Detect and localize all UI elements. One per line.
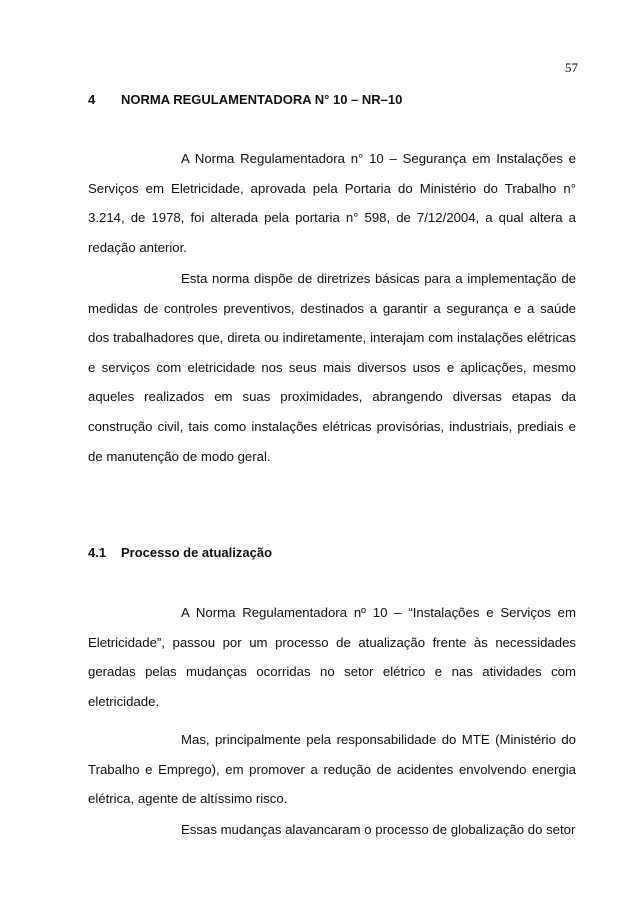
section-paragraph-2: Esta norma dispõe de diretrizes básicas para a implementação de medidas de controles preventivos, destinados a garantir a segurança e a saúde dos trabalhadores que, direta ou indiretamente, interajam com instalações elétricas e serviços com eletricidade nos seus mais diversos usos e aplicações, mesmo aqueles realizados em suas proximidades, abrangendo diversas etapas da construção civil, tais como instalações elétricas provisórias, industriais, prediais e de manutenção de modo geral.	[88, 271, 576, 464]
page-number: 57	[565, 60, 578, 75]
section-heading	[88, 92, 402, 107]
subsection-paragraph-1: A Norma Regulamentadora nº 10 – “Instalações e Serviços em Eletricidade”, passou por um processo de atualização frente às necessidades geradas pelas mudanças ocorridas no setor elétrico e nas atividades com eletricidade.	[88, 605, 576, 709]
section-number: 4	[88, 92, 96, 107]
section-title: NORMA REGULAMENTADORA N° 10 – NR–10	[121, 92, 403, 107]
subsection-paragraph-2: Mas, principalmente pela responsabilidade do MTE (Ministério do Trabalho e Emprego), em promover a redução de acidentes envolvendo energia elétrica, agente de altíssimo risco.	[88, 732, 576, 807]
subsection-title: Processo de atualização	[121, 545, 273, 560]
subsection-number: 4.1	[88, 545, 107, 560]
section-paragraph-1: A Norma Regulamentadora n° 10 – Segurança em Instalações e Serviços em Eletricidade, aprovada pela Portaria do Ministério do Trabalho n° 3.214, de 1978, foi alterada pela portaria n° 598, de 7/12/2004, a qual altera a redação anterior.	[88, 151, 576, 255]
subsection-paragraph-3: Essas mudanças alavancaram o processo de globalização do setor	[181, 822, 576, 837]
subsection-heading	[88, 545, 272, 560]
